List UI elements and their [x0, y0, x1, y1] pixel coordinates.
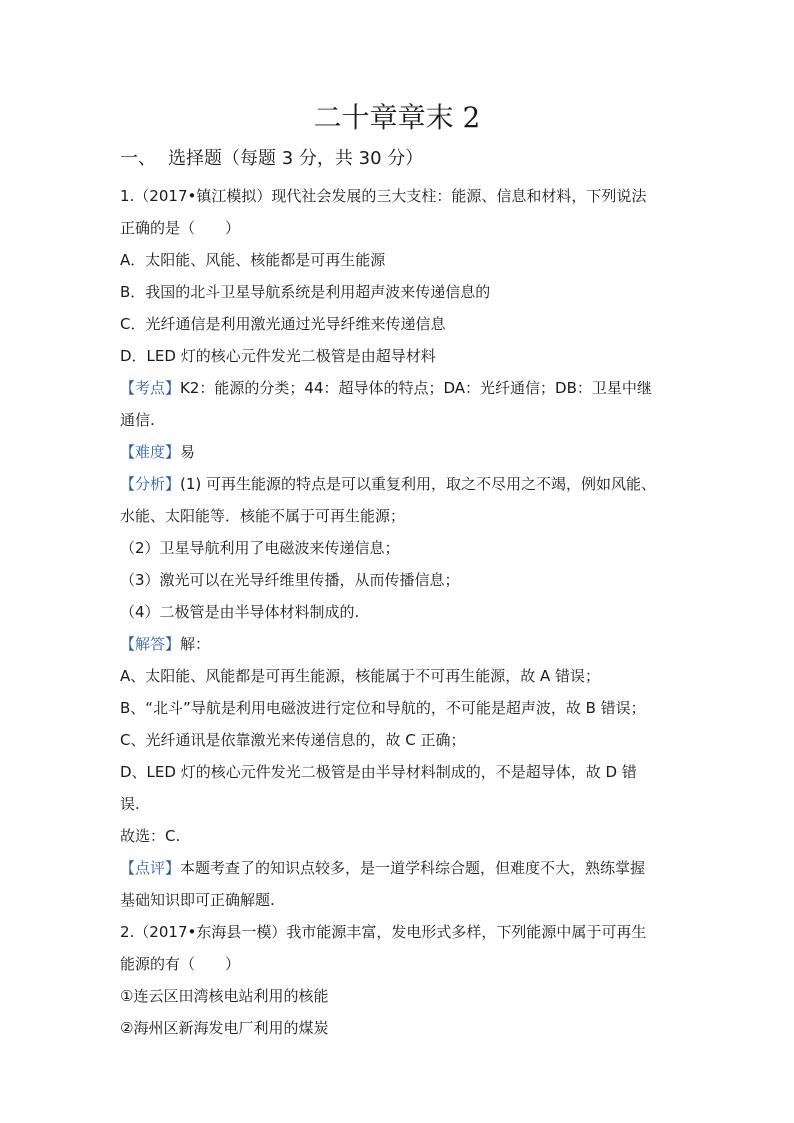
- fenxi-line4: （3）激光可以在光导纤维里传播，从而传播信息；: [120, 571, 460, 589]
- section-heading: [120, 146, 423, 172]
- nandu-tag: 【难度】: [120, 443, 181, 461]
- q2-stem-line2: 能源的有（ ）: [120, 955, 241, 973]
- dianping-line2: 基础知识即可正确解题.: [120, 891, 275, 909]
- q1-option-c: C．光纤通信是利用激光通过光导纤维来传递信息: [120, 315, 446, 333]
- dianping-tag: 【点评】: [120, 859, 181, 877]
- nandu-text: 易: [180, 443, 196, 461]
- q2-item2: ②海州区新海发电厂利用的煤炭: [120, 1019, 329, 1037]
- answer-b: B、“北斗”导航是利用电磁波进行定位和导航的，不可能是超声波，故 B 错误；: [120, 699, 646, 717]
- page-title: 二十章章末 2: [313, 101, 481, 134]
- kaodian-text-line2: 通信.: [120, 411, 155, 429]
- section-label: 选择题（每题 3 分，共 30 分）: [168, 148, 424, 169]
- dianping-paragraph: [120, 852, 675, 884]
- answer-c: C、光纤通讯是依靠激光来传递信息的，故 C 正确；: [120, 731, 466, 749]
- kaodian-paragraph: [120, 372, 675, 404]
- fenxi-line1: (1) 可再生能源的特点是可以重复利用，取之不尽用之不竭，例如风能、: [180, 475, 657, 493]
- fenxi-line2: 水能、太阳能等．核能不属于可再生能源；: [120, 507, 406, 525]
- q1-stem-line1: 1.（2017•镇江模拟）现代社会发展的三大支柱：能源、信息和材料，下列说法: [120, 187, 647, 205]
- q1-option-a: A．太阳能、风能、核能都是可再生能源: [120, 251, 386, 269]
- jieda-tag: 【解答】: [120, 635, 181, 653]
- kaodian-tag: 【考点】: [120, 379, 181, 397]
- document-body: [120, 180, 675, 1044]
- kaodian-text: K2：能源的分类；44：超导体的特点；DA：光纤通信；DB：卫星中继: [180, 379, 652, 397]
- q1-stem-line2: 正确的是（ ）: [120, 219, 241, 237]
- dianping-line1: 本题考查了的知识点较多，是一道学科综合题，但难度不大，熟练掌握: [180, 859, 646, 877]
- q1-option-b: B．我国的北斗卫星导航系统是利用超声波来传递信息的: [120, 283, 491, 301]
- answer-d-line2: 误.: [120, 795, 140, 813]
- answer-choice: 故选：C.: [120, 827, 181, 845]
- q2-item1: ①连云区田湾核电站利用的核能: [120, 987, 329, 1005]
- section-number: 一、: [120, 148, 156, 169]
- fenxi-paragraph: [120, 468, 675, 500]
- q2-stem-line1: 2.（2017•东海县一模）我市能源丰富，发电形式多样，下列能源中属于可再生: [120, 923, 647, 941]
- answer-a: A、太阳能、风能都是可再生能源，核能属于不可再生能源，故 A 错误；: [120, 667, 601, 685]
- answer-d-line1: D、LED 灯的核心元件发光二极管是由半导材料制成的，不是超导体，故 D 错: [120, 763, 637, 781]
- jieda-paragraph: [120, 628, 675, 660]
- fenxi-line5: （4）二极管是由半导体材料制成的.: [120, 603, 360, 621]
- nandu-paragraph: [120, 436, 675, 468]
- fenxi-tag: 【分析】: [120, 475, 181, 493]
- fenxi-line3: （2）卫星导航利用了电磁波来传递信息；: [120, 539, 400, 557]
- q1-option-d: D．LED 灯的核心元件发光二极管是由超导材料: [120, 347, 436, 365]
- jieda-text: 解：: [180, 635, 211, 653]
